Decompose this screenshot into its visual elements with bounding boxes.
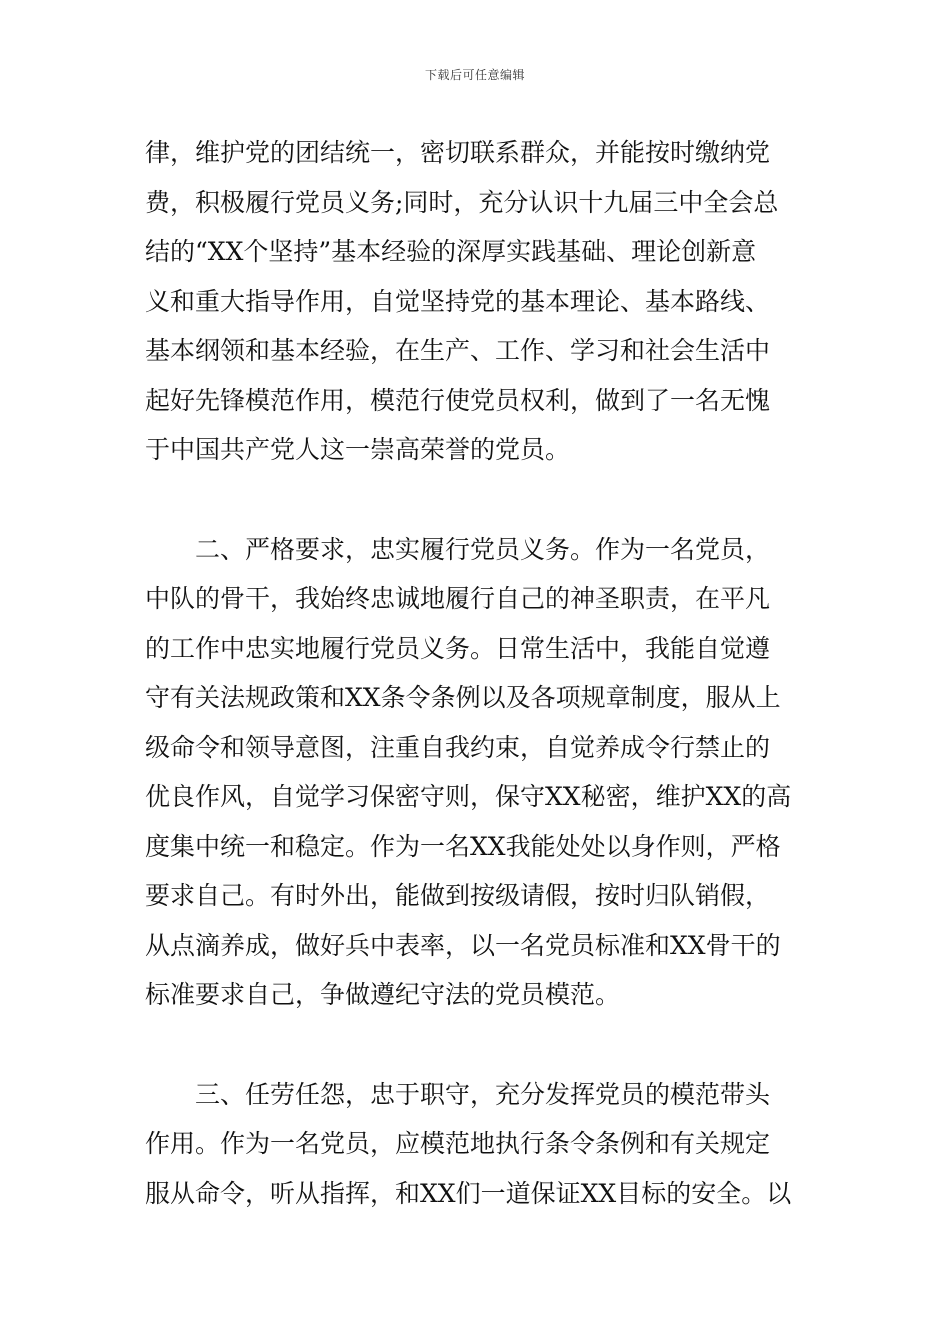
text-line: 中队的骨干，我始终忠诚地履行自己的神圣职责，在平凡: [145, 584, 771, 613]
text-line: 度集中统一和稳定。作为一名XX我能处处以身作则，严格: [145, 831, 781, 861]
text-line: 作用。作为一名党员，应模范地执行条令条例和有关规定: [145, 1129, 771, 1158]
text-line: 标准要求自己，争做遵纪守法的党员模范。: [145, 980, 621, 1009]
text-line: 费，积极履行党员义务;同时，充分认识十九届三中全会总: [145, 187, 779, 217]
text-line: 的工作中忠实地履行党员义务。日常生活中，我能自觉遵: [145, 633, 771, 663]
text-line: 从点滴养成，做好兵中表率，以一名党员标准和XX骨干的: [145, 930, 781, 960]
text-line: 义和重大指导作用，自觉坚持党的基本理论、基本路线、: [145, 286, 771, 316]
text-line: 结的“XX个坚持”基本经验的深厚实践基础、理论创新意: [145, 237, 757, 266]
text-line: 基本纲领和基本经验，在生产、工作、学习和社会生活中: [145, 336, 771, 365]
text-line: 服从命令，听从指挥，和XX们一道保证XX目标的安全。以: [145, 1178, 792, 1208]
text-line: 于中国共产党人这一崇高荣誉的党员。: [145, 435, 571, 464]
text-line: 级命令和领导意图，注重自我约束，自觉养成令行禁止的: [145, 732, 771, 762]
paragraph: [145, 128, 810, 475]
paragraph-spacer: [145, 1020, 810, 1070]
paragraph: [145, 525, 810, 1020]
text-line: 优良作风，自觉学习保密守则，保守XX秘密，维护XX的高: [145, 782, 792, 811]
text-line: 二、严格要求，忠实履行党员义务。作为一名党员，: [145, 534, 771, 564]
text-line: 起好先锋模范作用，模范行使党员权利，做到了一名无愧: [145, 385, 771, 415]
text-line: 律，维护党的团结统一，密切联系群众，并能按时缴纳党: [145, 138, 771, 167]
text-line: 三、任劳任怨，忠于职守，充分发挥党员的模范带头: [145, 1079, 771, 1109]
page-header: 下载后可任意编辑: [424, 68, 525, 82]
document-body: [145, 128, 810, 1218]
text-line: 守有关法规政策和XX条令条例以及各项规章制度，服从上: [145, 683, 781, 712]
paragraph-spacer: [145, 475, 810, 525]
text-line: 要求自己。有时外出，能做到按级请假，按时归队销假，: [145, 881, 771, 910]
paragraph: [145, 1070, 810, 1219]
